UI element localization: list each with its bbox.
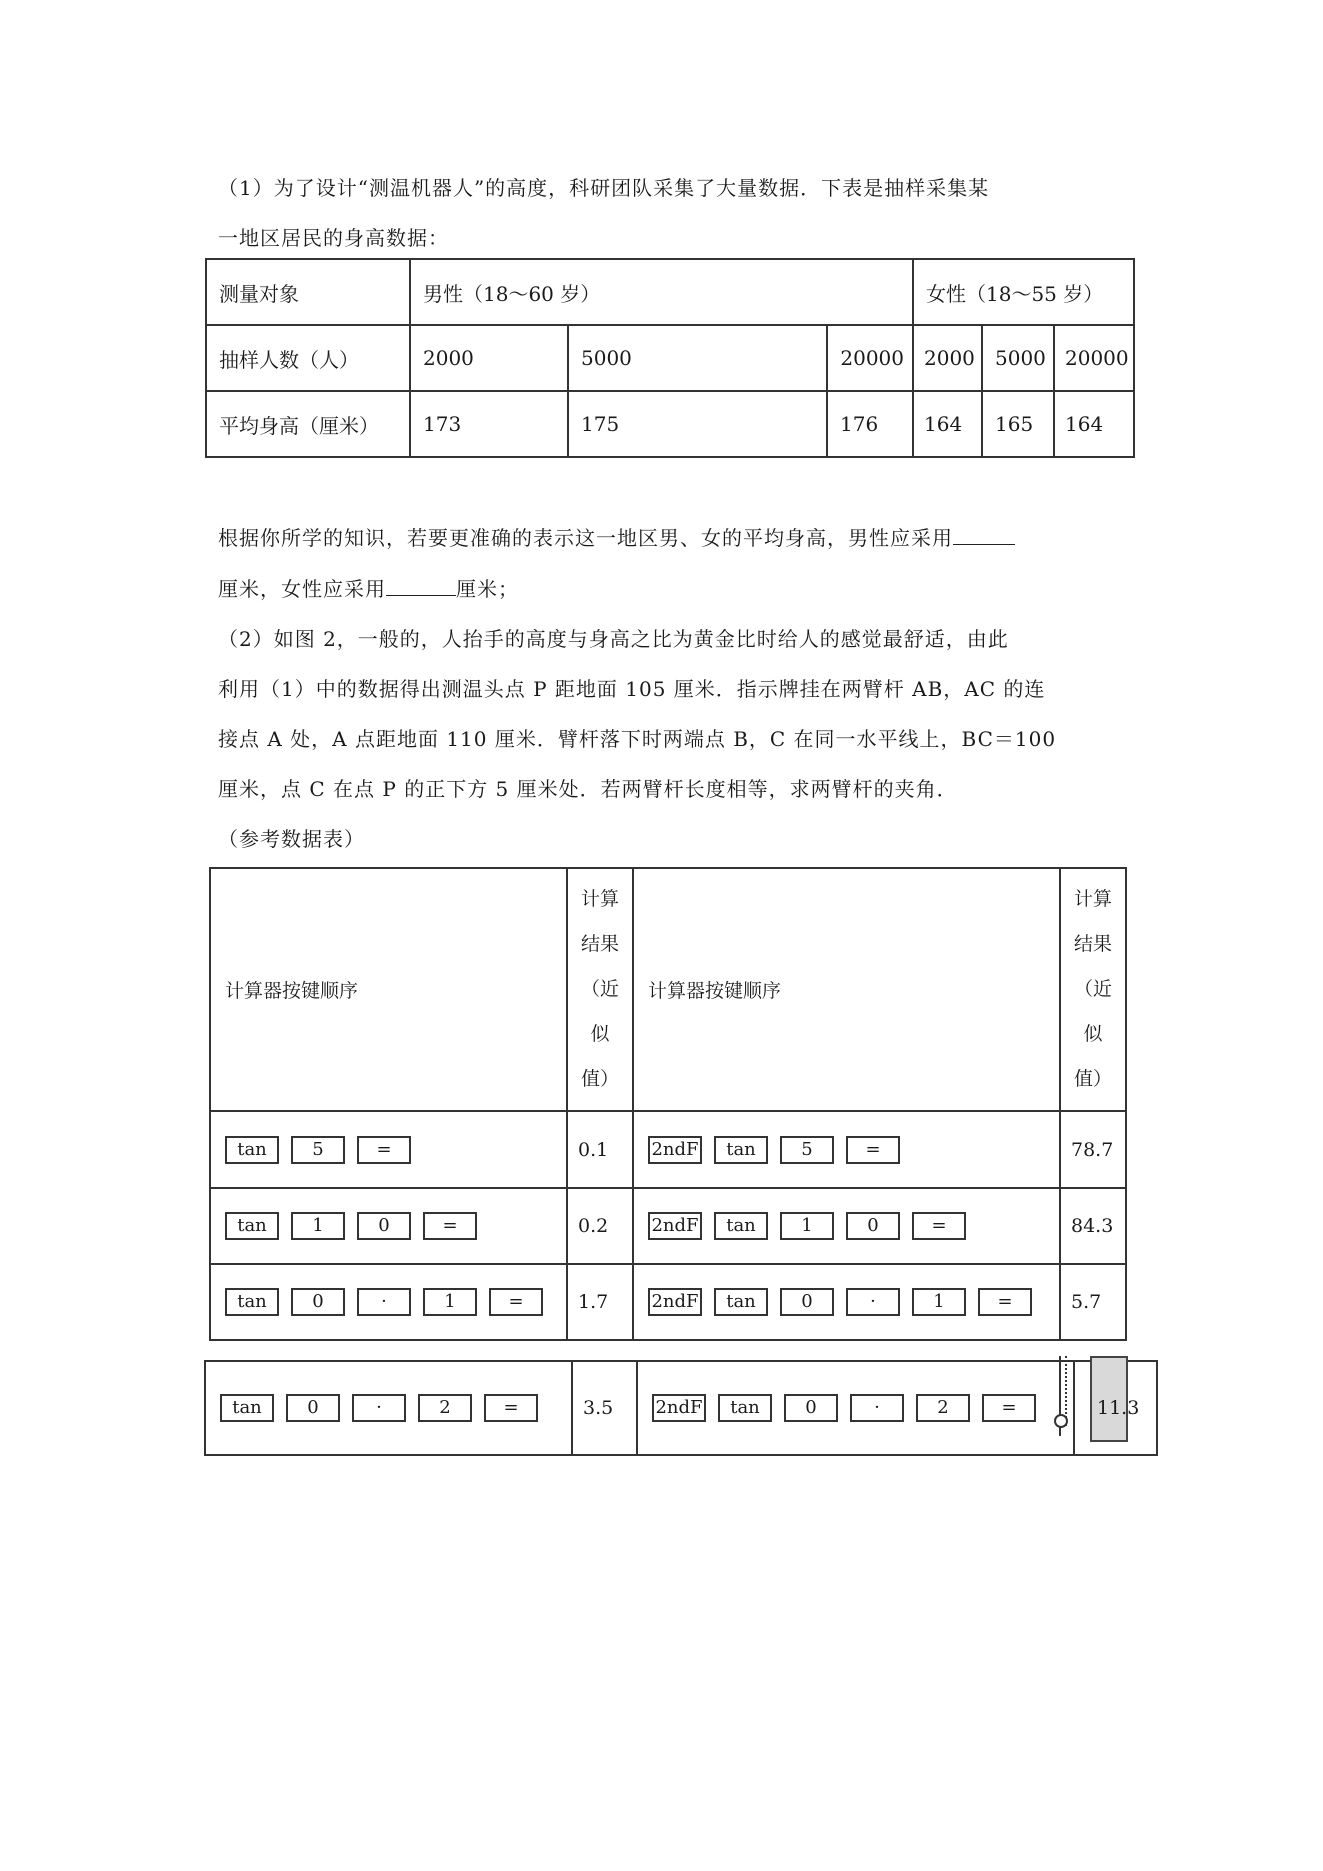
question-line-4: 利用（1）中的数据得出测温头点 P 距地面 105 厘米．指示牌挂在两臂杆 AB，AC 的连 xyxy=(218,677,1046,701)
header-result-line: 值） xyxy=(580,1068,619,1090)
question-line-3: （2）如图 2，一般的，人抬手的高度与身高之比为黄金比时给人的感觉最舒适，由此 xyxy=(218,627,1009,651)
header-keys-right: 计算器按键顺序 xyxy=(633,868,1060,1111)
calculator-key: tan xyxy=(714,1136,768,1164)
cell-value: 2000 xyxy=(913,325,982,391)
key-sequence-cell xyxy=(633,1111,1060,1188)
calculator-table-last-row xyxy=(204,1360,1158,1456)
key-sequence-cell xyxy=(633,1264,1060,1340)
cell-value: 173 xyxy=(410,391,568,457)
header-result-line: 似 xyxy=(590,1023,610,1045)
calculator-key: = xyxy=(982,1394,1036,1422)
key-sequence-cell xyxy=(210,1111,567,1188)
question-line-7: （参考数据表） xyxy=(218,827,365,851)
calculator-key: 1 xyxy=(291,1212,345,1240)
table-row-average-height xyxy=(206,391,1134,457)
calculator-key: 2ndF xyxy=(648,1136,702,1164)
calculator-key: 0 xyxy=(784,1394,838,1422)
calculator-key: tan xyxy=(225,1288,279,1316)
calculator-key: 1 xyxy=(912,1288,966,1316)
header-result-line: 计算 xyxy=(580,888,619,910)
header-keys-left: 计算器按键顺序 xyxy=(210,868,567,1111)
calculator-key: = xyxy=(912,1212,966,1240)
table-row xyxy=(210,1111,1126,1188)
result-cell: 78.7 xyxy=(1060,1111,1126,1188)
question-line-1 xyxy=(218,522,1015,551)
calculator-key: tan xyxy=(718,1394,772,1422)
header-result-line: 似 xyxy=(1083,1023,1103,1045)
table-header-row xyxy=(210,868,1126,1111)
resize-handle-icon xyxy=(1054,1414,1068,1428)
key-sequence-cell xyxy=(210,1264,567,1340)
cell-value: 164 xyxy=(913,391,982,457)
calculator-key: 1 xyxy=(423,1288,477,1316)
cell-value: 176 xyxy=(827,391,913,457)
cell-value: 164 xyxy=(1054,391,1134,457)
calculator-key: = xyxy=(489,1288,543,1316)
calculator-key: = xyxy=(357,1136,411,1164)
result-cell: 5.7 xyxy=(1060,1264,1126,1340)
calculator-key: 2 xyxy=(418,1394,472,1422)
header-result-line: （近 xyxy=(1073,978,1112,1000)
cell-value: 20000 xyxy=(827,325,913,391)
question-text: 根据你所学的知识，若要更准确的表示这一地区男、女的平均身高，男性应采用 xyxy=(218,526,953,550)
result-cell: 11.3 xyxy=(1074,1361,1157,1455)
calculator-key: 1 xyxy=(780,1212,834,1240)
intro-line-1: （1）为了设计“测温机器人”的高度，科研团队采集了大量数据．下表是抽样采集某 xyxy=(218,176,990,200)
calculator-key: 0 xyxy=(291,1288,345,1316)
calculator-key: 2 xyxy=(916,1394,970,1422)
header-result-line: 结果 xyxy=(580,933,619,955)
cell-value: 5000 xyxy=(982,325,1054,391)
calculator-key: 0 xyxy=(286,1394,340,1422)
table-row-sample-size xyxy=(206,325,1134,391)
key-sequence-cell xyxy=(637,1361,1074,1455)
calculator-key: 0 xyxy=(780,1288,834,1316)
result-cell: 0.2 xyxy=(567,1188,633,1264)
header-result-line: 计算 xyxy=(1073,888,1112,910)
header-cell-female: 女性（18～55 岁） xyxy=(913,259,1134,325)
header-cell-male: 男性（18～60 岁） xyxy=(410,259,913,325)
result-cell: 1.7 xyxy=(567,1264,633,1340)
calculator-key: · xyxy=(850,1394,904,1422)
calculator-key: tan xyxy=(714,1288,768,1316)
question-line-6: 厘米，点 C 在点 P 的正下方 5 厘米处．若两臂杆长度相等，求两臂杆的夹角． xyxy=(218,777,958,801)
calculator-key: tan xyxy=(220,1394,274,1422)
table-row xyxy=(205,1361,1157,1455)
result-cell: 0.1 xyxy=(567,1111,633,1188)
table-header-row xyxy=(206,259,1134,325)
calculator-key: tan xyxy=(225,1212,279,1240)
question-line-5: 接点 A 处，A 点距地面 110 厘米．臂杆落下时两端点 B，C 在同一水平线上，BC＝100 xyxy=(218,727,1057,751)
cell-value: 175 xyxy=(568,391,827,457)
calculator-key: · xyxy=(357,1288,411,1316)
question-text: 厘米； xyxy=(456,577,519,601)
cell-value: 5000 xyxy=(568,325,827,391)
calculator-key: = xyxy=(423,1212,477,1240)
calculator-key: = xyxy=(846,1136,900,1164)
calculator-key: · xyxy=(352,1394,406,1422)
calculator-key: tan xyxy=(714,1212,768,1240)
result-cell: 84.3 xyxy=(1060,1188,1126,1264)
key-sequence-cell xyxy=(210,1188,567,1264)
cell-value: 20000 xyxy=(1054,325,1134,391)
table-row xyxy=(210,1264,1126,1340)
header-cell-subject: 测量对象 xyxy=(206,259,410,325)
calculator-key: 0 xyxy=(357,1212,411,1240)
table-row xyxy=(210,1188,1126,1264)
header-result-line: 结果 xyxy=(1073,933,1112,955)
row-label-height: 平均身高（厘米） xyxy=(206,391,410,457)
answer-blank-male[interactable] xyxy=(953,524,1015,545)
intro-line-2: 一地区居民的身高数据： xyxy=(218,226,449,250)
calculator-key: 0 xyxy=(846,1212,900,1240)
calculator-key: 2ndF xyxy=(648,1212,702,1240)
calculator-key: · xyxy=(846,1288,900,1316)
header-result-line: （近 xyxy=(580,978,619,1000)
header-result-left xyxy=(567,868,633,1111)
header-result-line: 值） xyxy=(1073,1068,1112,1090)
calculator-key: 2ndF xyxy=(648,1288,702,1316)
height-data-table xyxy=(205,258,1135,458)
cell-value: 2000 xyxy=(410,325,568,391)
header-result-right xyxy=(1060,868,1126,1111)
calculator-reference-table xyxy=(209,867,1127,1341)
question-text: 厘米，女性应采用 xyxy=(218,577,386,601)
result-cell: 3.5 xyxy=(572,1361,637,1455)
calculator-key: 2ndF xyxy=(652,1394,706,1422)
calculator-key: = xyxy=(978,1288,1032,1316)
calculator-key: 5 xyxy=(291,1136,345,1164)
key-sequence-cell xyxy=(633,1188,1060,1264)
calculator-key: 5 xyxy=(780,1136,834,1164)
calculator-key: = xyxy=(484,1394,538,1422)
answer-blank-female[interactable] xyxy=(386,575,456,596)
question-line-2 xyxy=(218,573,519,602)
key-sequence-cell xyxy=(205,1361,572,1455)
calculator-key: tan xyxy=(225,1136,279,1164)
row-label-sample: 抽样人数（人） xyxy=(206,325,410,391)
cell-value: 165 xyxy=(982,391,1054,457)
